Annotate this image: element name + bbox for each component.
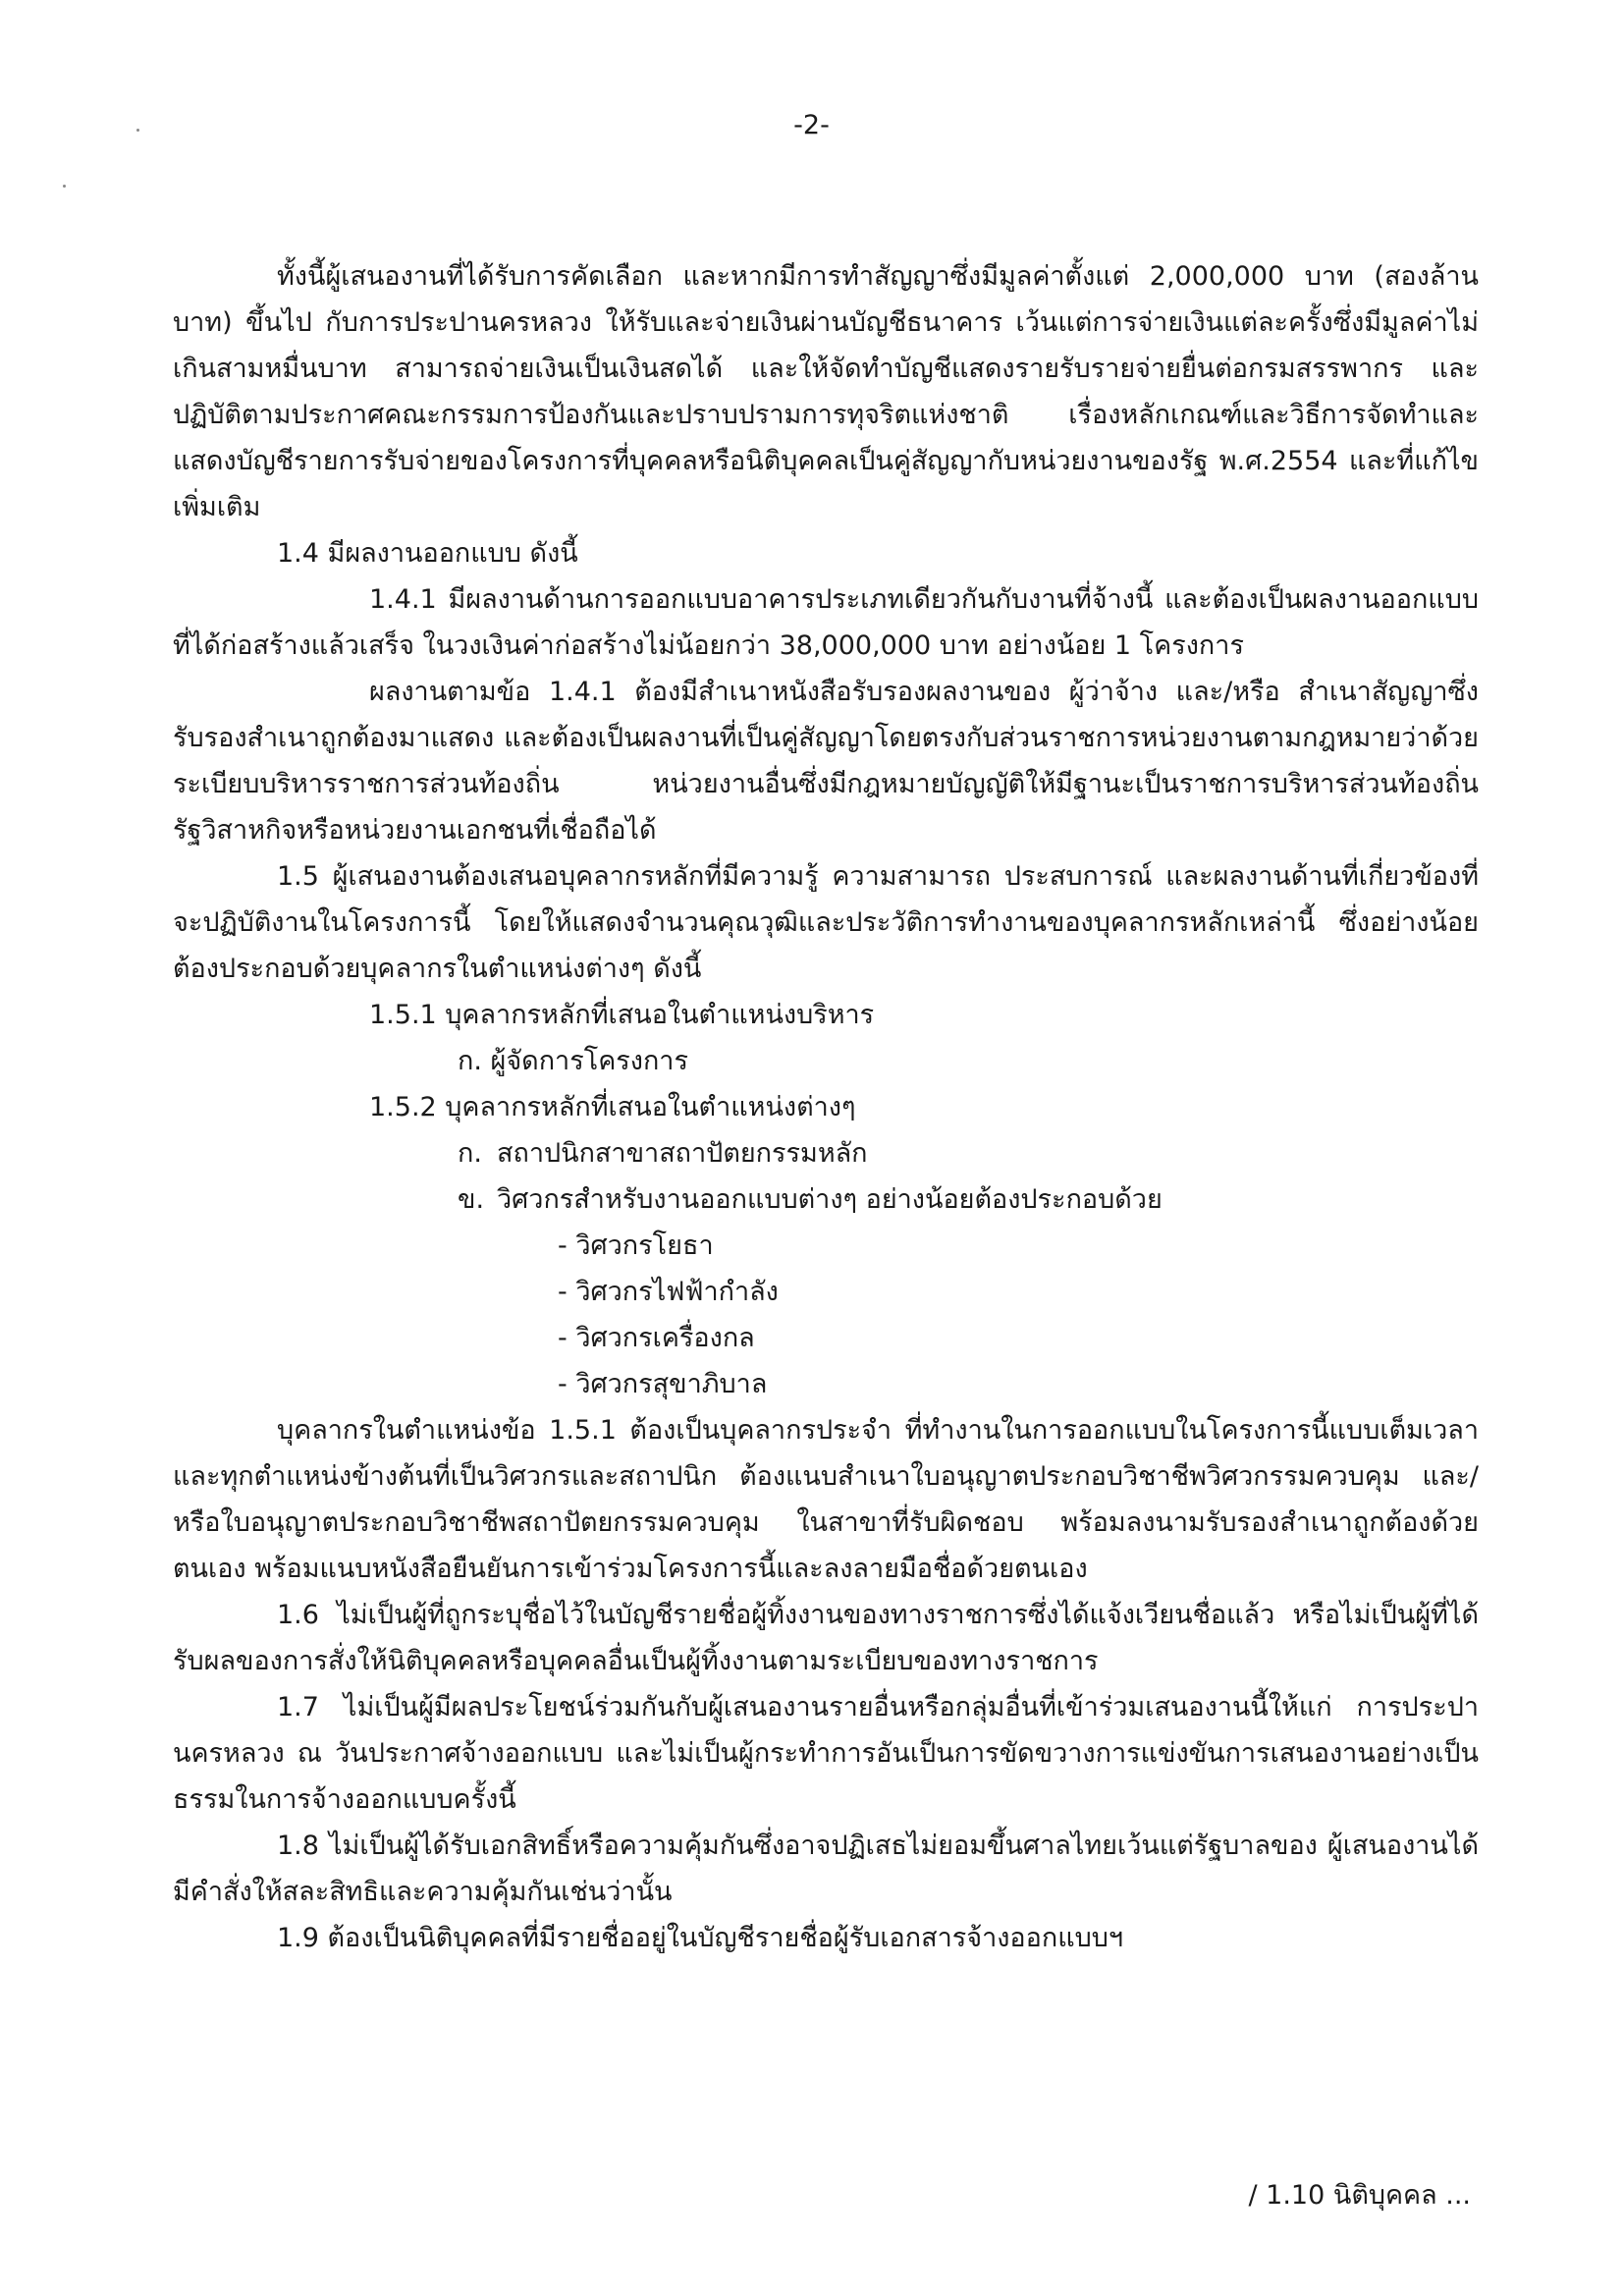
section-1-5-2-b bbox=[173, 1176, 1479, 1223]
section-1-9: 1.9 ต้องเป็นนิติบุคคลที่มีรายชื่ออยู่ในบัญชีรายชื่อผู้รับเอกสารจ้างออกแบบฯ bbox=[277, 1923, 1124, 1953]
scan-speck bbox=[63, 185, 66, 188]
section-1-5-2: 1.5.2 บุคลากรหลักที่เสนอในตำแหน่งต่างๆ bbox=[369, 1092, 856, 1122]
list-marker: ข. bbox=[458, 1184, 485, 1215]
section-1-4-1-note: ผลงานตามข้อ 1.4.1 ต้องมีสำเนาหนังสือรับรองผลงานของ ผู้ว่าจ้าง และ/หรือ สำเนาสัญญาซึ่งรับรองสำเนาถูกต้องมาแสดง และต้องเป็นผลงานที่เป็นคู่สัญญาโดยตรงกับส่วนราชการหน่วยงานตามกฎหมายว่าด้วยระเบียบบริหารราชการส่วนท้องถิ่น หน่วยงานอื่นซึ่งมีกฎหมายบัญญัติให้มีฐานะเป็นราชการบริหารส่วนท้องถิ่น รัฐวิสาหกิจหรือหน่วยงานเอกชนที่เชื่อถือได้ bbox=[173, 677, 1479, 846]
section-1-4-heading: 1.4 มีผลงานออกแบบ ดังนี้ bbox=[277, 538, 578, 569]
paragraph-intro: ทั้งนี้ผู้เสนองานที่ได้รับการคัดเลือก และหากมีการทำสัญญาซึ่งมีมูลค่าตั้งแต่ 2,000,000 บาท (สองล้านบาท) ขึ้นไป กับการประปานครหลวง ให้รับและจ่ายเงินผ่านบัญชีธนาคาร เว้นแต่การจ่ายเงินแต่ละครั้งซึ่งมีมูลค่าไม่เกินสามหมื่นบาท สามารถจ่ายเงินเป็นเงินสดได้ และให้จัดทำบัญชีแสดงรายรับรายจ่ายยื่นต่อกรมสรรพากร และปฏิบัติตามประกาศคณะกรรมการป้องกันและปราบปรามการทุจริตแห่งชาติ เรื่องหลักเกณฑ์และวิธีการจัดทำและแสดงบัญชีรายการรับจ่ายของโครงการที่บุคคลหรือนิติบุคคลเป็นคู่สัญญากับหน่วยงานของรัฐ พ.ศ.2554 และที่แก้ไขเพิ่มเติม bbox=[173, 261, 1479, 522]
section-1-5-note: บุคลากรในตำแหน่งข้อ 1.5.1 ต้องเป็นบุคลากรประจำ ที่ทำงานในการออกแบบในโครงการนี้แบบเต็มเวลา และทุกตำแหน่งข้างต้นที่เป็นวิศวกรและสถาปนิก ต้องแนบสำเนาใบอนุญาตประกอบวิชาชีพวิศวกรรมควบคุม และ/หรือใบอนุญาตประกอบวิชาชีพสถาปัตยกรรมควบคุม ในสาขาที่รับผิดชอบ พร้อมลงนามรับรองสำเนาถูกต้องด้วยตนเอง พร้อมแนบหนังสือยืนยันการเข้าร่วมโครงการนี้และลงลายมือชื่อด้วยตนเอง bbox=[173, 1415, 1479, 1584]
document-body bbox=[173, 253, 1479, 1961]
list-text: สถาปนิกสาขาสถาปัตยกรรมหลัก bbox=[497, 1138, 868, 1169]
engineer-item: - วิศวกรโยธา bbox=[558, 1230, 714, 1261]
section-1-5-1-a: ก. ผู้จัดการโครงการ bbox=[458, 1046, 688, 1076]
continuation-footer: / 1.10 นิติบุคคล ... bbox=[1248, 2180, 1471, 2211]
engineer-item: - วิศวกรเครื่องกล bbox=[558, 1323, 755, 1353]
section-1-6: 1.6 ไม่เป็นผู้ที่ถูกระบุชื่อไว้ในบัญชีรายชื่อผู้ทิ้งงานของทางราชการซึ่งได้แจ้งเวียนชื่อแล้ว หรือไม่เป็นผู้ที่ได้รับผลของการสั่งให้นิติบุคคลหรือบุคคลอื่นเป็นผู้ทิ้งงานตามระเบียบของทางราชการ bbox=[173, 1600, 1479, 1676]
section-1-5-2-a bbox=[173, 1130, 1479, 1176]
page-number: -2- bbox=[793, 110, 830, 140]
section-1-5: 1.5 ผู้เสนองานต้องเสนอบุคลากรหลักที่มีความรู้ ความสามารถ ประสบการณ์ และผลงานด้านที่เกี่ยวข้องที่จะปฏิบัติงานในโครงการนี้ โดยให้แสดงจำนวนคุณวุฒิและประวัติการทำงานของบุคลากรหลักเหล่านี้ ซึ่งอย่างน้อยต้องประกอบด้วยบุคลากรในตำแหน่งต่างๆ ดังนี้ bbox=[173, 861, 1479, 984]
section-1-7: 1.7 ไม่เป็นผู้มีผลประโยชน์ร่วมกันกับผู้เสนองานรายอื่นหรือกลุ่มอื่นที่เข้าร่วมเสนองานนี้ให้แก่ การประปานครหลวง ณ วันประกาศจ้างออกแบบ และไม่เป็นผู้กระทำการอันเป็นการขัดขวางการแข่งขันการเสนองานอย่างเป็นธรรมในการจ้างออกแบบครั้งนี้ bbox=[173, 1692, 1479, 1815]
engineer-item: - วิศวกรไฟฟ้ากำลัง bbox=[558, 1277, 779, 1307]
engineer-item: - วิศวกรสุขาภิบาล bbox=[558, 1369, 768, 1399]
list-text: วิศวกรสำหรับงานออกแบบต่างๆ อย่างน้อยต้องประกอบด้วย bbox=[497, 1184, 1163, 1215]
section-1-4-1: 1.4.1 มีผลงานด้านการออกแบบอาคารประเภทเดียวกันกับงานที่จ้างนี้ และต้องเป็นผลงานออกแบบที่ได้ก่อสร้างแล้วเสร็จ ในวงเงินค่าก่อสร้างไม่น้อยกว่า 38,000,000 บาท อย่างน้อย 1 โครงการ bbox=[173, 584, 1479, 661]
list-marker: ก. bbox=[458, 1138, 482, 1169]
section-1-8: 1.8 ไม่เป็นผู้ได้รับเอกสิทธิ์หรือความคุ้มกันซึ่งอาจปฏิเสธไม่ยอมขึ้นศาลไทยเว้นแต่รัฐบาลของ ผู้เสนองานได้มีคำสั่งให้สละสิทธิและความคุ้มกันเช่นว่านั้น bbox=[173, 1831, 1479, 1907]
section-1-5-1: 1.5.1 บุคลากรหลักที่เสนอในตำแหน่งบริหาร bbox=[369, 1000, 875, 1030]
